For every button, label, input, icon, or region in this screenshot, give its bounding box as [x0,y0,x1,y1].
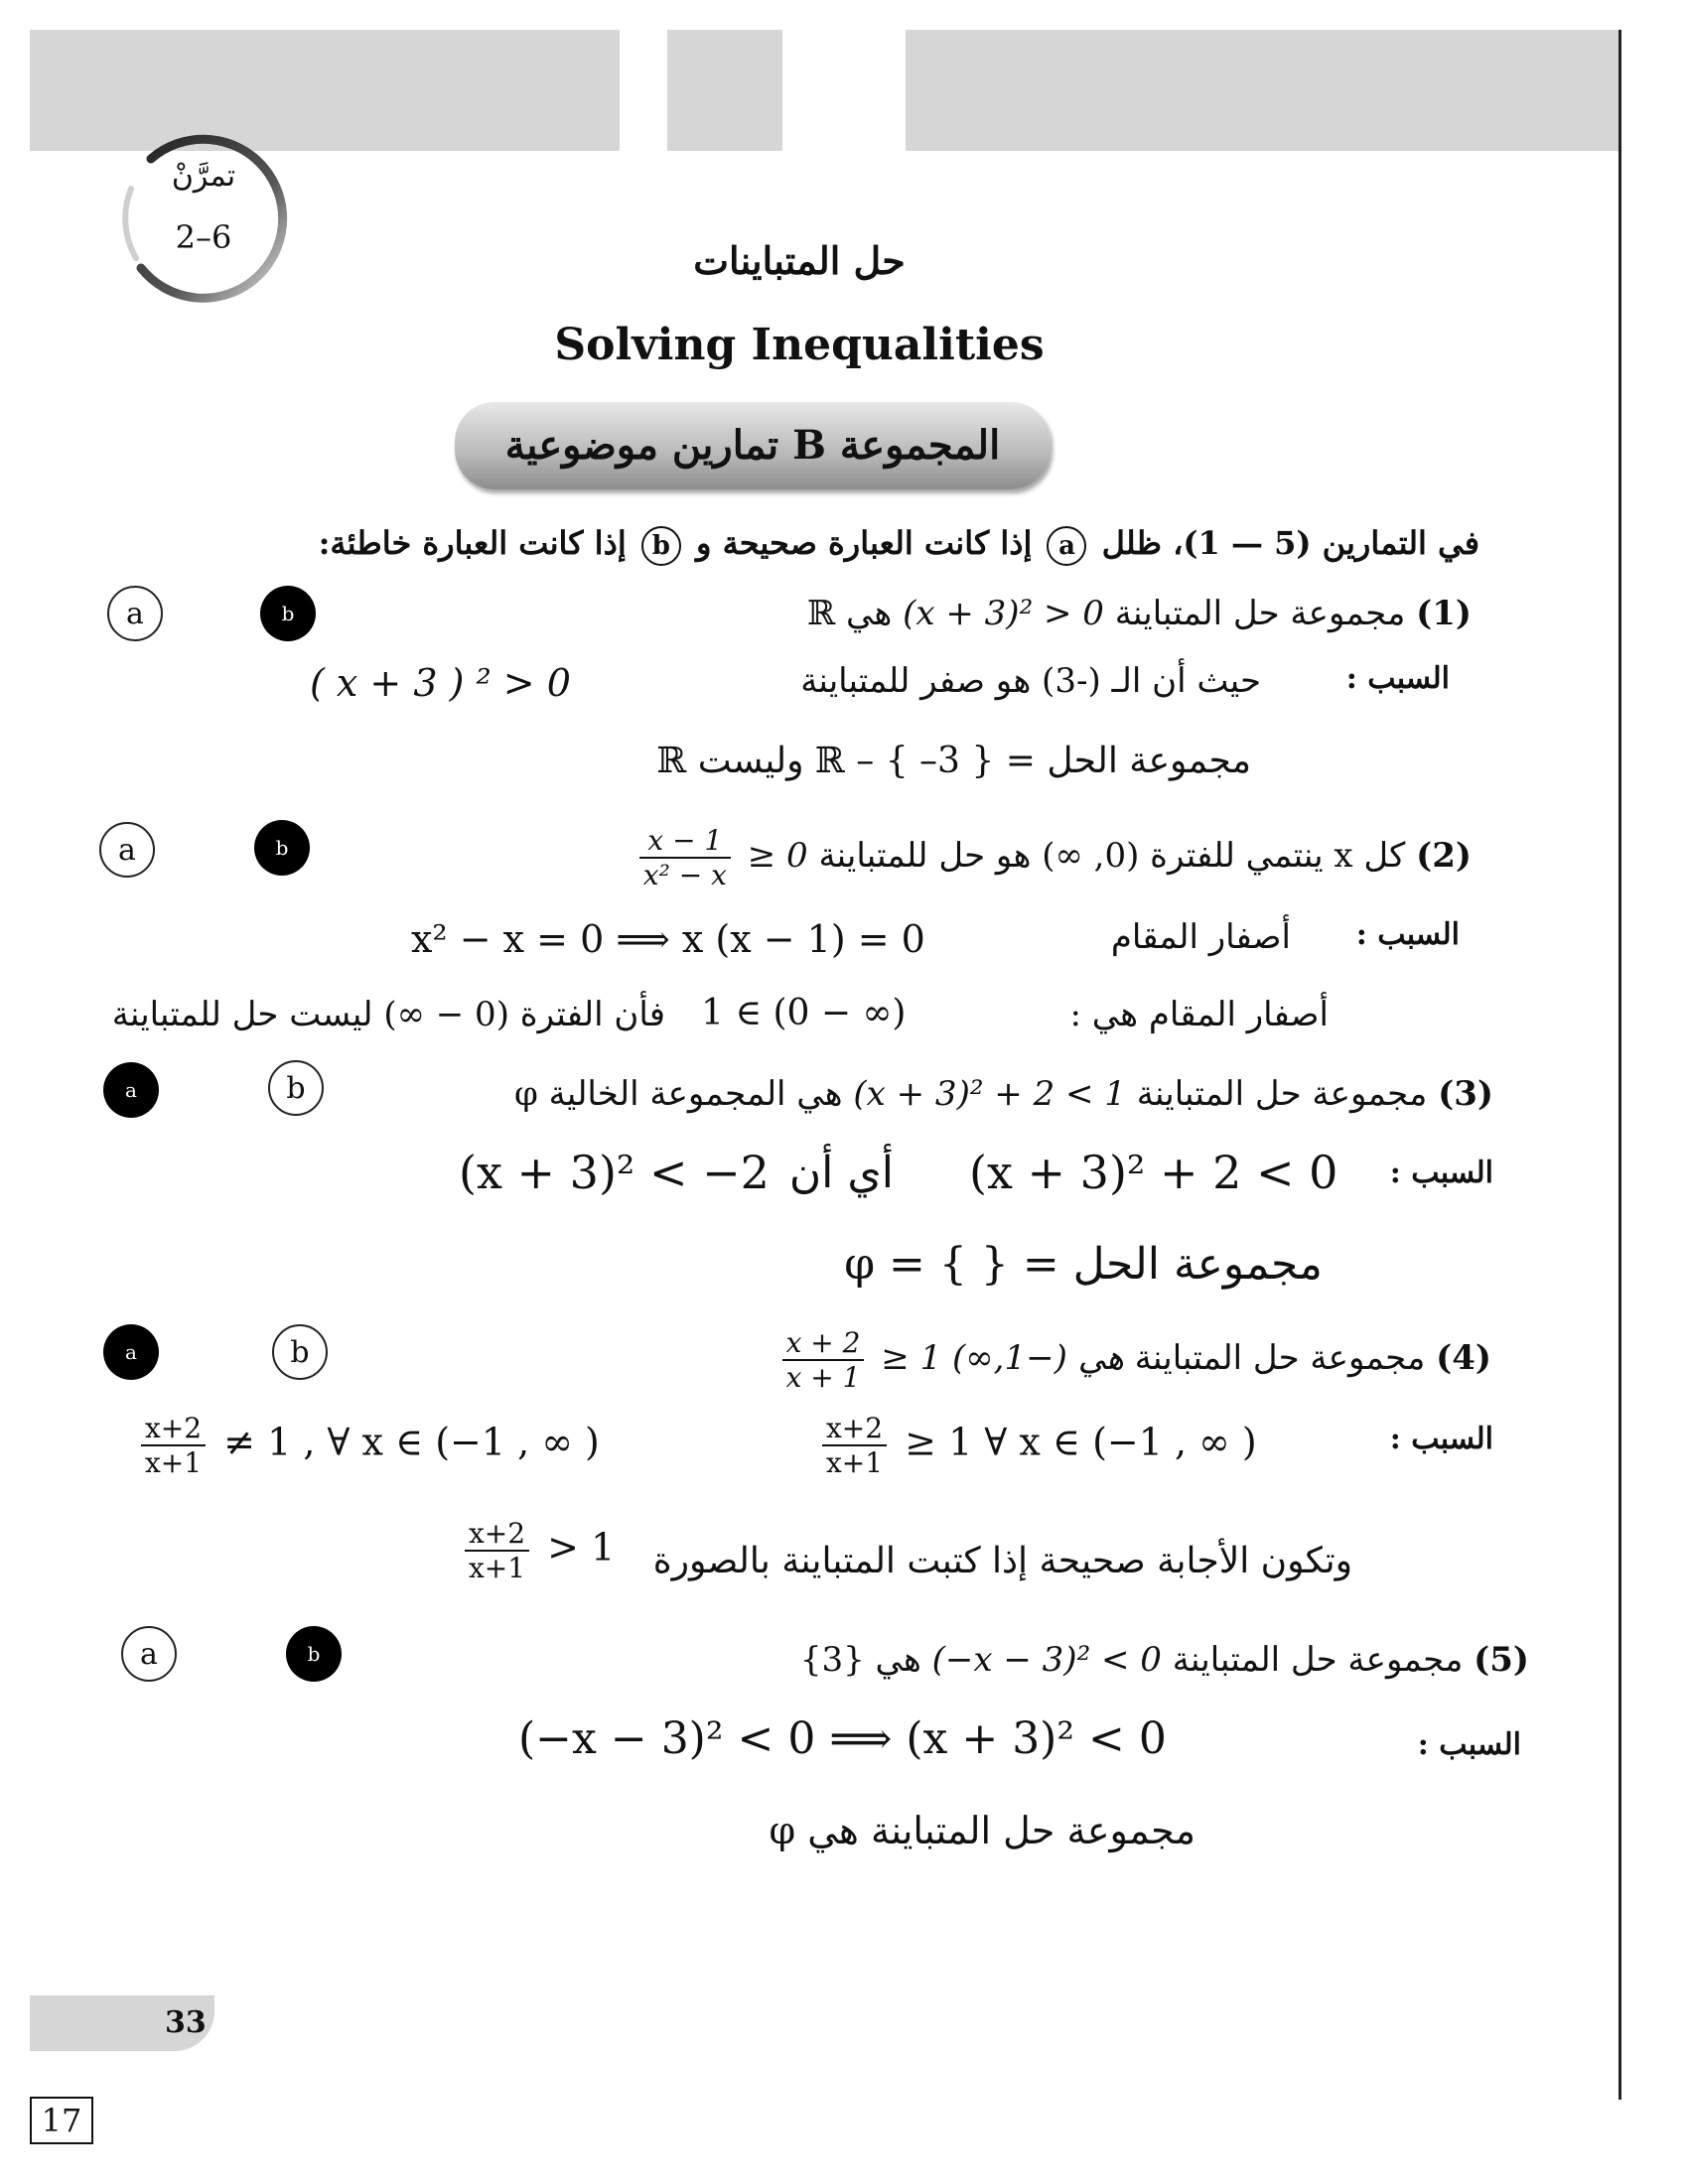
inline-bubble-a: a [1047,526,1086,566]
q4-reason-frac-den-left: x+1 [145,1446,203,1479]
q4-reason-line2-ar: وتكون الأجابة صحيحة إذا كتبت المتباينة بالصورة [652,1541,1352,1581]
badge-word: تمرَّنْ [171,159,236,194]
q5-bubble-a[interactable]: a [121,1626,177,1682]
instructions [319,524,1479,566]
header-bar-middle [667,30,782,151]
q4-reason-frac-line2 [465,1517,529,1584]
q3-math: (x + 3)² + 2 < 1 [853,1074,1126,1114]
q1-reason-line2: مجموعة الحل = ℝ – { –3 } وليست ℝ [656,741,1251,781]
q3-reason-label: السبب : [1389,1156,1493,1190]
q4-reason-frac-num-line2: x+2 [465,1517,529,1552]
q4-reason-label: السبب : [1389,1422,1493,1456]
q4-reason-frac-den-right: x+1 [826,1446,884,1479]
header-bar-right [906,30,1620,151]
q1-number: (1) [1416,594,1472,633]
q2-number: (2) [1416,836,1472,876]
q4-reason-frac-num-left: x+2 [141,1412,206,1446]
q2-text-before: كل x ينتمي للفترة (0, ∞) هو حل للمتباينة [818,836,1406,876]
q3-bubble-b[interactable]: b [268,1060,324,1116]
instructions-part2: إذا كانت العبارة صحيحة و [695,524,1033,562]
q4-fraction [782,1326,865,1394]
page-title-english: Solving Inequalities [554,320,1045,370]
q1-reason-line1-math: ( x + 3 ) ² > 0 [310,661,571,705]
q4-reason-frac-num-right: x+2 [822,1412,887,1446]
q4-frac-num: x + 2 [782,1326,865,1361]
q2-reason-line2-ar: أصفار المقام هي : [1069,995,1329,1034]
q5-bubble-b[interactable]: b [286,1626,342,1682]
group-label: المجموعة B تمارين موضوعية [504,422,1001,469]
footer-box-number: 17 [30,2097,93,2144]
q2-frac-den: x² − x [642,859,727,891]
q2-reason-line1-math: x² − x = 0 ⟹ x (x − 1) = 0 [411,917,925,961]
instructions-part3: إذا كانت العبارة خاطئة: [318,524,627,562]
q2-math [633,824,808,891]
footer-page-number: 33 [165,2005,207,2040]
q1-text-after: هي ℝ [806,594,893,633]
q4-number: (4) [1436,1338,1491,1378]
q3-text-before: مجموعة حل المتباينة [1136,1074,1428,1114]
q4-text-after: ≥ 1 هي (−1,∞) [881,1338,1124,1378]
q2-bubble-a[interactable]: a [99,822,155,878]
q3-reason-line2: مجموعة الحل = { } = φ [844,1239,1323,1290]
q4-reason-right-tail: ≥ 1 ∀ x ∈ (−1 , ∞ ) [905,1420,1257,1464]
q1-text-before: مجموعة حل المتباينة [1114,594,1406,633]
q3-bubble-a[interactable]: a [103,1062,159,1118]
q5-number: (5) [1474,1640,1529,1680]
group-label-pill [455,402,1051,489]
badge-number: 2–6 [175,218,232,256]
q3-reason-line1-mid: أي أن [788,1148,894,1198]
q3-number: (3) [1438,1074,1493,1114]
q4-text-before: مجموعة حل المتباينة [1134,1338,1426,1378]
q4-bubble-b[interactable]: b [272,1324,328,1380]
q4-reason-left [135,1412,600,1479]
page-title-arabic: حل المتباينات [693,238,906,283]
q5-text-after: هي {3} [799,1640,921,1680]
q2-bubble-b[interactable]: b [254,820,310,876]
instructions-part1: في التمارين (5 — 1)، ظلل [1101,524,1479,562]
q3-text-after: هي المجموعة الخالية φ [513,1074,843,1114]
q4-reason-frac-right [822,1412,887,1479]
q1-statement [807,594,1472,633]
q5-reason-label: السبب : [1417,1727,1521,1762]
q2-text-after: ≥ 0 [747,836,808,876]
inline-bubble-b: b [641,526,681,566]
right-margin-line [1618,30,1621,2100]
q1-reason-line1-ar: حيث أن الـ (-3) هو صفر للمتباينة [800,661,1261,701]
q5-statement [800,1640,1529,1680]
q1-bubble-b[interactable]: b [260,586,316,641]
q3-statement [514,1074,1493,1114]
q4-reason-right [816,1412,1257,1479]
q4-reason-frac-left [141,1412,206,1479]
q1-bubble-a[interactable]: a [107,586,163,641]
q2-reason-line1-ar: أصفار المقام [1110,917,1291,957]
q5-text-before: مجموعة حل المتباينة [1172,1640,1464,1680]
q5-reason-line1-math: (−x − 3)² < 0 ⟹ (x + 3)² < 0 [518,1713,1167,1764]
q1-reason-label: السبب : [1345,661,1450,696]
q4-reason-line2-tail: > 1 [547,1525,616,1570]
q2-reason-line2-math: 1 ∈ (0 − ∞) [701,993,907,1033]
q3-reason-line1-left: (x + 3)² < −2 [459,1146,770,1199]
q1-math: (x + 3)² > 0 [903,594,1104,633]
q2-fraction [639,824,731,891]
q4-statement [776,1326,1491,1394]
q2-frac-num: x − 1 [639,824,731,859]
q4-reason-frac-den-line2: x+1 [469,1552,526,1584]
q4-math [776,1326,1124,1394]
q4-bubble-a[interactable]: a [103,1324,159,1380]
q3-reason-line1-right: (x + 3)² + 2 < 0 [969,1146,1338,1199]
q4-frac-den: x + 1 [785,1361,861,1394]
q5-math: (−x − 3)² < 0 [931,1640,1162,1680]
q2-reason-line2-tail: فأن الفترة (0 − ∞) ليست حل للمتباينة [111,995,665,1034]
q2-statement [633,824,1472,891]
q4-reason-line2-math [459,1517,615,1584]
q4-reason-left-tail: ≠ 1 , ∀ x ∈ (−1 , ∞ ) [223,1420,600,1464]
q2-reason-label: السبب : [1355,917,1460,952]
q5-reason-line2: مجموعة حل المتباينة هي φ [769,1809,1196,1852]
